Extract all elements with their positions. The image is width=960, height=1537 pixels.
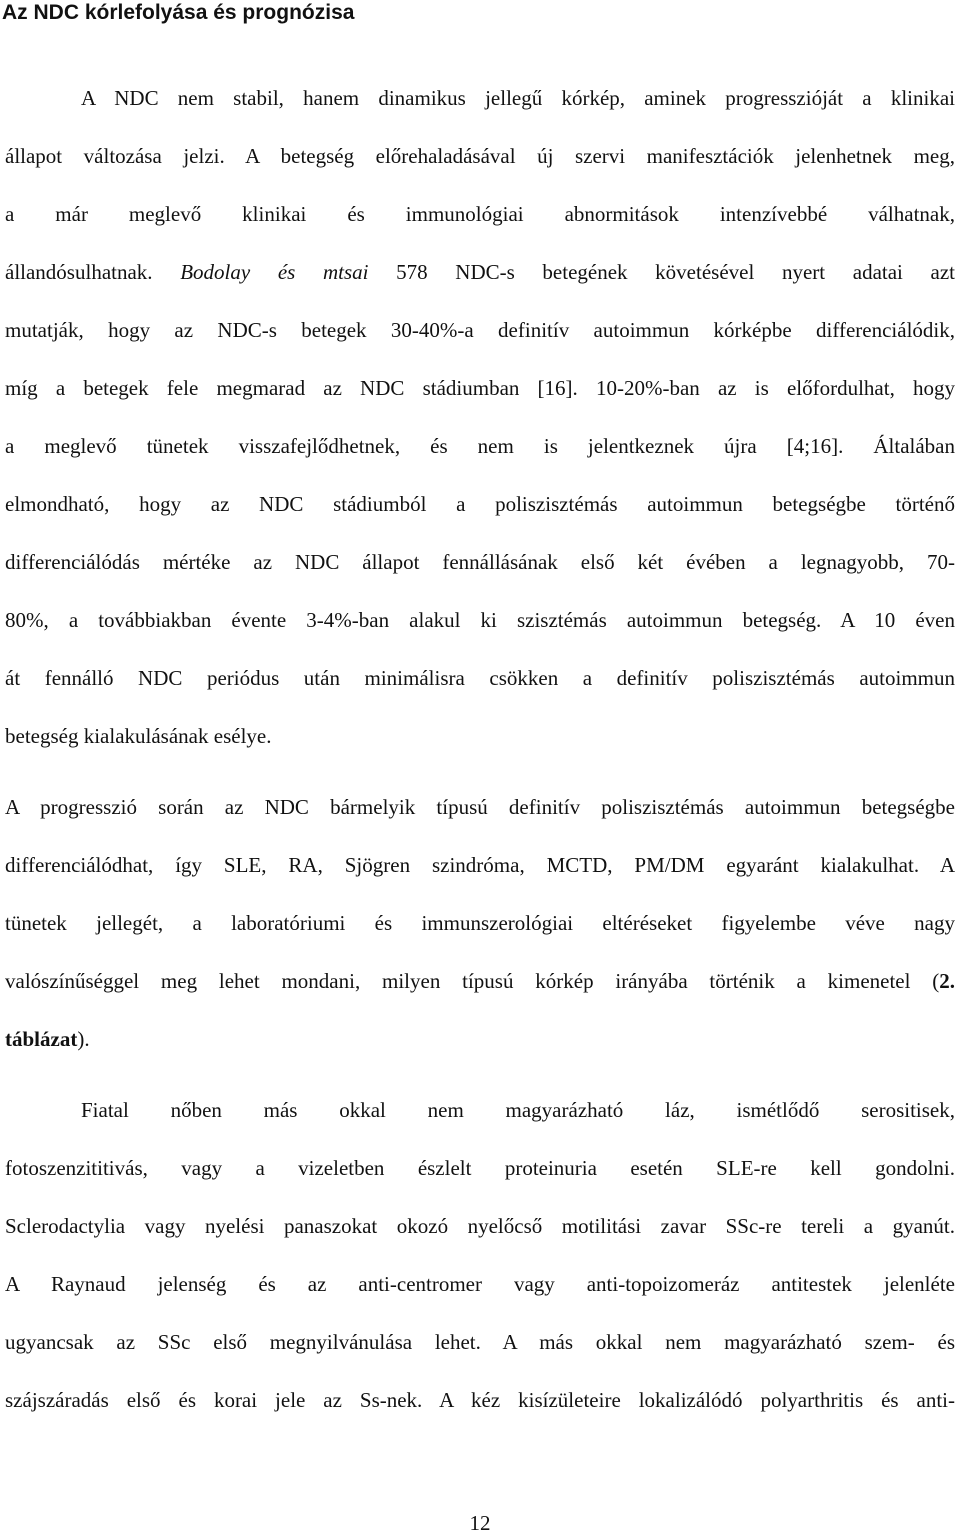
text-segment: ). bbox=[77, 1027, 90, 1051]
text-line: a már meglevő klinikai és immunológiai abnormitások intenzívebbé válhatnak, bbox=[5, 202, 955, 226]
bold-table-reference: táblázat bbox=[5, 1027, 78, 1051]
text-line: betegség kialakulásának esélye. bbox=[5, 724, 272, 748]
text-line: mutatják, hogy az NDC-s betegek 30-40%-a definitív autoimmun kórképbe differenciálódik, bbox=[5, 318, 955, 342]
text-segment: valószínűséggel meg lehet mondani, milyen típusú kórkép irányába történik a kimenetel ( bbox=[5, 969, 940, 993]
paragraph-progression-course bbox=[5, 69, 955, 765]
text-line bbox=[5, 952, 955, 1010]
text-line: differenciálódás mértéke az NDC állapot fennállásának első két évében a legnagyobb, 70- bbox=[5, 550, 955, 574]
text-line: fotoszenzititivás, vagy a vizeletben észlelt proteinuria esetén SLE-re kell gondolni. bbox=[5, 1156, 955, 1180]
text-line: szájszáradás első és korai jele az Ss-nek. A kéz kisízületeire lokalizálódó polyarthritis és anti- bbox=[5, 1388, 955, 1412]
text-line: tünetek jellegét, a laboratóriumi és immunszerológiai eltéréseket figyelembe véve nagy bbox=[5, 911, 955, 935]
text-line: Fiatal nőben más okkal nem magyarázható láz, ismétlődő serositisek, bbox=[81, 1098, 955, 1122]
text-line: 80%, a továbbiakban évente 3-4%-ban alakul ki szisztémás autoimmun betegség. A 10 éven bbox=[5, 608, 955, 632]
text-line: elmondható, hogy az NDC stádiumból a poliszisztémás autoimmun betegségbe történő bbox=[5, 492, 955, 516]
italic-author-citation: Bodolay és mtsai bbox=[180, 260, 369, 284]
text-line bbox=[5, 243, 955, 301]
text-line bbox=[5, 1010, 955, 1068]
section-heading: Az NDC kórlefolyása és prognózisa bbox=[2, 1, 355, 24]
text-line: át fennálló NDC periódus után minimálisra csökken a definitív poliszisztémás autoimmun bbox=[5, 666, 955, 690]
text-line: A NDC nem stabil, hanem dinamikus jellegű kórkép, aminek progresszióját a klinikai bbox=[81, 86, 955, 110]
text-line: A Raynaud jelenség és az anti-centromer vagy anti-topoizomeráz antitestek jelenléte bbox=[5, 1272, 955, 1296]
text-line: a meglevő tünetek visszafejlődhetnek, és nem is jelentkeznek újra [4;16]. Általában bbox=[5, 434, 955, 458]
text-line: állapot változása jelzi. A betegség előrehaladásával új szervi manifesztációk jelenhetnek meg, bbox=[5, 144, 955, 168]
text-line: míg a betegek fele megmarad az NDC stádiumban [16]. 10-20%-ban az is előfordulhat, hogy bbox=[5, 376, 955, 400]
text-line: A progresszió során az NDC bármelyik típusú definitív poliszisztémás autoimmun betegségbe bbox=[5, 795, 955, 819]
bold-table-reference: 2. bbox=[939, 969, 955, 993]
text-line: differenciálódhat, így SLE, RA, Sjögren szindróma, MCTD, PM/DM egyaránt kialakulhat. A bbox=[5, 853, 955, 877]
page-number: 12 bbox=[469, 1511, 491, 1535]
text-segment: 578 NDC-s betegének követésével nyert adatai azt bbox=[368, 260, 956, 284]
text-segment: állandósulhatnak. bbox=[5, 260, 181, 284]
text-line: Sclerodactylia vagy nyelési panaszokat okozó nyelőcső motilitási zavar SSc-re tereli a gyanút. bbox=[5, 1214, 955, 1238]
paragraph-differentiation bbox=[5, 778, 955, 1068]
text-line: ugyancsak az SSc első megnyilvánulása lehet. A más okkal nem magyarázható szem- és bbox=[5, 1330, 955, 1354]
paragraph-clinical-signs bbox=[5, 1081, 955, 1429]
